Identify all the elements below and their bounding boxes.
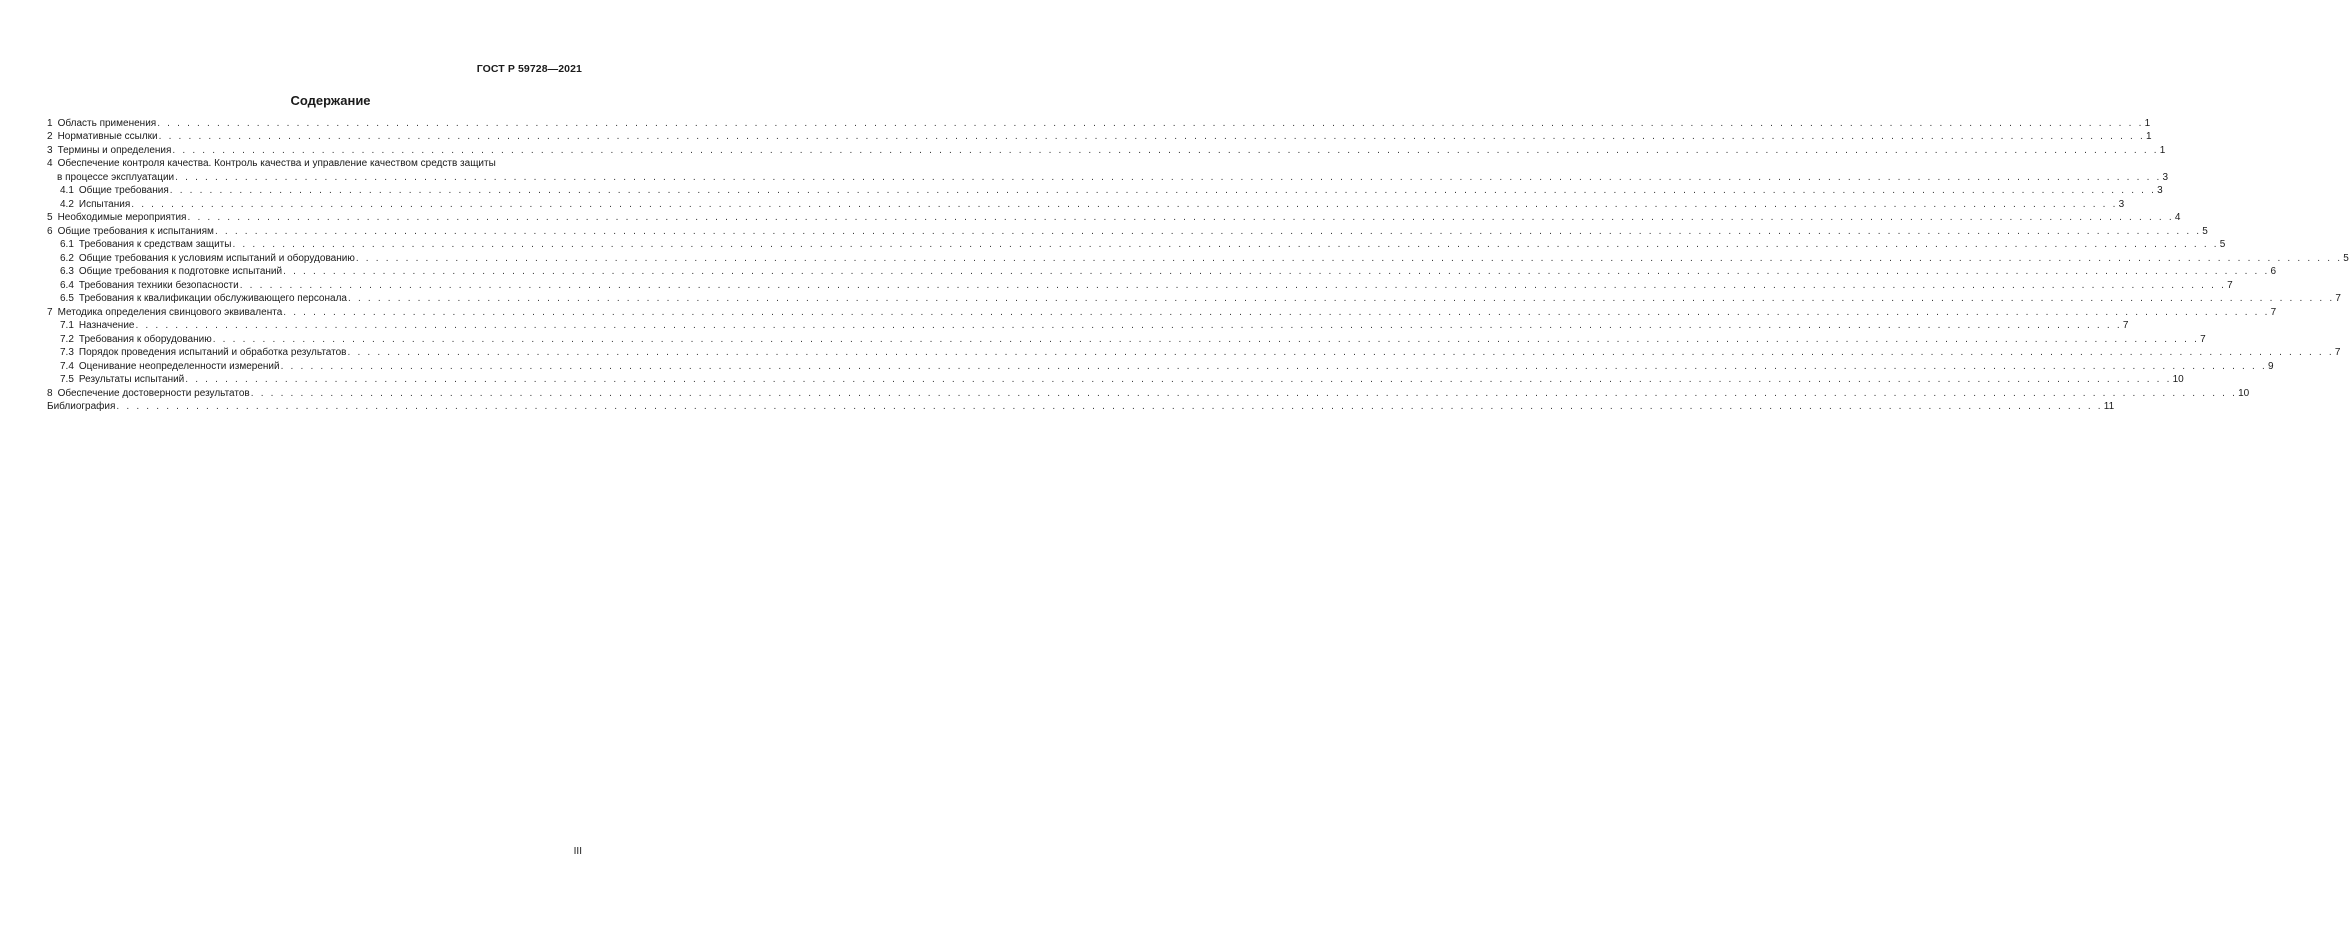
toc-entry-title: Испытания xyxy=(78,198,131,210)
toc-entry[interactable] xyxy=(47,332,2206,346)
toc-dot-leader: . . . . . . . . . . . . . . . . . . . . . . . . . . . . . . . . . . . . . . . . . . . . . . . . . . . . . . . . . . . . . . . . . . . . . . . . . . . . . . . . . . . . . . . . . . . . . . . . . . . . . . . . . . . . . . . . . . . . . . . . . . . . . . . . . . . . . . . . . . . . . . . . . . . . . . . . . . . . . . . . . . . . . . . . . . . . . . . . . . . . . . . . . . . . . . . . . . . . . . . . xyxy=(347,347,2334,358)
toc-entry-page: 5 xyxy=(2219,239,2226,250)
table-of-contents xyxy=(47,116,2349,413)
page-number: III xyxy=(573,846,582,857)
toc-entry-title: Необходимые мероприятия xyxy=(57,212,187,223)
toc-entry-title: Методика определения свинцового эквивалента xyxy=(57,306,283,318)
toc-entry-title: Требования к квалификации обслуживающего персонала xyxy=(78,293,347,304)
toc-entry-page: 6 xyxy=(2270,266,2277,277)
toc-dot-leader: . . . . . . . . . . . . . . . . . . . . . . . . . . . . . . . . . . . . . . . . . . . . . . . . . . . . . . . . . . . . . . . . . . . . . . . . . . . . . . . . . . . . . . . . . . . . . . . . . . . . . . . . . . . . . . . . . . . . . . . . . . . . . . . . . . . . . . . . . . . . . . . . . . . . . . . . . . . . . . . . . . . . . . . . . . . . . . . . . . . . . . . . . . . . . . . . . . . . . . . . xyxy=(175,171,2162,183)
toc-dot-leader: . . . . . . . . . . . . . . . . . . . . . . . . . . . . . . . . . . . . . . . . . . . . . . . . . . . . . . . . . . . . . . . . . . . . . . . . . . . . . . . . . . . . . . . . . . . . . . . . . . . . . . . . . . . . . . . . . . . . . . . . . . . . . . . . . . . . . . . . . . . . . . . . . . . . . . . . . . . . . . . . . . . . . . . . . . . . . . . . . . . . . . . . . . . . . . . . . . . . . . . . xyxy=(239,279,2227,291)
toc-entry-page: 1 xyxy=(2159,144,2166,156)
toc-entry-page: 5 xyxy=(2202,225,2208,237)
toc-entry-number: 7.1 xyxy=(60,320,74,331)
toc-entry[interactable] xyxy=(47,251,2349,265)
toc-dot-leader: . . . . . . . . . . . . . . . . . . . . . . . . . . . . . . . . . . . . . . . . . . . . . . . . . . . . . . . . . . . . . . . . . . . . . . . . . . . . . . . . . . . . . . . . . . . . . . . . . . . . . . . . . . . . . . . . . . . . . . . . . . . . . . . . . . . . . . . . . . . . . . . . . . . . . . . . . . . . . . . . . . . . . . . . . . . . . . . . . . . . . . . . . . . . . . . . . . . . . . . . xyxy=(116,401,2103,412)
toc-entry[interactable] xyxy=(47,265,2277,279)
toc-entry[interactable] xyxy=(47,197,2125,211)
toc-entry[interactable] xyxy=(47,143,2166,157)
toc-entry-page: 1 xyxy=(2146,131,2152,142)
toc-entry[interactable] xyxy=(47,116,2151,130)
toc-dot-leader: . . . . . . . . . . . . . . . . . . . . . . . . . . . . . . . . . . . . . . . . . . . . . . . . . . . . . . . . . . . . . . . . . . . . . . . . . . . . . . . . . . . . . . . . . . . . . . . . . . . . . . . . . . . . . . . . . . . . . . . . . . . . . . . . . . . . . . . . . . . . . . . . . . . . . . . . . . . . . . . . . . . . . . . . . . . . . . . . . . . . . . . . . . . . . . . . . . . . . . . . xyxy=(135,320,2122,331)
toc-entry[interactable] xyxy=(47,359,2274,373)
toc-entry-page: 7 xyxy=(2270,306,2277,318)
toc-entry-number: 6.4 xyxy=(60,279,74,291)
toc-entry[interactable] xyxy=(47,211,2181,225)
standard-code: ГОСТ Р 59728—2021 xyxy=(476,63,582,75)
toc-entry[interactable] xyxy=(47,238,2226,252)
toc-dot-leader: . . . . . . . . . . . . . . . . . . . . . . . . . . . . . . . . . . . . . . . . . . . . . . . . . . . . . . . . . . . . . . . . . . . . . . . . . . . . . . . . . . . . . . . . . . . . . . . . . . . . . . . . . . . . . . . . . . . . . . . . . . . . . . . . . . . . . . . . . . . . . . . . . . . . . . . . . . . . . . . . . . . . . . . . . . . . . . . . . . . . . . . . . . . . . . . . . . . . . . . . xyxy=(212,333,2200,345)
toc-entry-number: 3 xyxy=(47,144,53,156)
toc-entry-title: Требования техники безопасности xyxy=(78,279,239,291)
toc-entry-page: 3 xyxy=(2118,198,2125,210)
toc-entry-number: 4.1 xyxy=(60,185,74,196)
toc-entry-number: 2 xyxy=(47,131,53,142)
toc-entry-number: 7.3 xyxy=(60,347,74,358)
toc-title: Содержание xyxy=(290,93,371,108)
toc-entry-page: 1 xyxy=(2144,117,2151,129)
toc-entry-page: 11 xyxy=(2103,401,2115,412)
toc-entry-title: Общие требования xyxy=(78,185,169,196)
toc-dot-leader: . . . . . . . . . . . . . . . . . . . . . . . . . . . . . . . . . . . . . . . . . . . . . . . . . . . . . . . . . . . . . . . . . . . . . . . . . . . . . . . . . . . . . . . . . . . . . . . . . . . . . . . . . . . . . . . . . . . . . . . . . . . . . . . . . . . . . . . . . . . . . . . . . . . . . . . . . . . . . . . . . . . . . . . . . . . . . . . . . . . . . . . . . . . . . . . . . . . . . . . . xyxy=(158,131,2145,142)
toc-entry[interactable] xyxy=(47,386,2250,400)
toc-entry[interactable] xyxy=(47,184,2163,198)
toc-entry-number: 6.5 xyxy=(60,293,74,304)
toc-entry-page: 3 xyxy=(2157,185,2163,196)
toc-entry-title: Требования к оборудованию xyxy=(78,333,212,345)
toc-entry-number: 4.2 xyxy=(60,198,74,210)
toc-entry-title: Общие требования к испытаниям xyxy=(57,225,214,237)
toc-entry-number: 1 xyxy=(47,117,53,129)
toc-entry-page: 7 xyxy=(2334,347,2341,358)
toc-entry-number: 4 xyxy=(47,158,53,169)
toc-entry[interactable] xyxy=(47,157,584,171)
toc-entry-title: Термины и определения xyxy=(57,144,172,156)
toc-entry-number: 6.2 xyxy=(60,252,74,264)
toc-dot-leader: . . . . . . . . . . . . . . . . . . . . . . . . . . . . . . . . . . . . . . . . . . . . . . . . . . . . . . . . . . . . . . . . . . . . . . . . . . . . . . . . . . . . . . . . . . . . . . . . . . . . . . . . . . . . . . . . . . . . . . . . . . . . . . . . . . . . . . . . . . . . . . . . . . . . . . . . . . . . . . . . . . . . . . . . . . . . . . . . . . . . . . . . . . . . . . . . . . . . . . . . xyxy=(157,117,2144,129)
toc-entry[interactable] xyxy=(47,373,2184,387)
toc-dot-leader: . . . . . . . . . . . . . . . . . . . . . . . . . . . . . . . . . . . . . . . . . . . . . . . . . . . . . . . . . . . . . . . . . . . . . . . . . . . . . . . . . . . . . . . . . . . . . . . . . . . . . . . . . . . . . . . . . . . . . . . . . . . . . . . . . . . . . . . . . . . . . . . . . . . . . . . . . . . . . . . . . . . . . . . . . . . . . . . . . . . . . . . . . . . . . . . . . . . . . . . . xyxy=(250,387,2238,399)
toc-entry-title: Оценивание неопределенности измерений xyxy=(78,360,280,372)
toc-entry-title: Требования к средствам защиты xyxy=(78,239,232,250)
toc-entry-page: 7 xyxy=(2200,333,2206,345)
toc-entry-number: 6.3 xyxy=(60,266,74,277)
toc-entry[interactable] xyxy=(47,292,2341,306)
toc-dot-leader: . . . . . . . . . . . . . . . . . . . . . . . . . . . . . . . . . . . . . . . . . . . . . . . . . . . . . . . . . . . . . . . . . . . . . . . . . . . . . . . . . . . . . . . . . . . . . . . . . . . . . . . . . . . . . . . . . . . . . . . . . . . . . . . . . . . . . . . . . . . . . . . . . . . . . . . . . . . . . . . . . . . . . . . . . . . . . . . . . . . . . . . . . . . . . . . . . . . . . . . . xyxy=(172,144,2159,156)
toc-entry-page: 7 xyxy=(2335,293,2341,304)
toc-entry-page: 10 xyxy=(2238,387,2250,399)
toc-entry[interactable] xyxy=(47,130,2152,144)
toc-entry[interactable] xyxy=(47,400,2115,414)
toc-dot-leader: . . . . . . . . . . . . . . . . . . . . . . . . . . . . . . . . . . . . . . . . . . . . . . . . . . . . . . . . . . . . . . . . . . . . . . . . . . . . . . . . . . . . . . . . . . . . . . . . . . . . . . . . . . . . . . . . . . . . . . . . . . . . . . . . . . . . . . . . . . . . . . . . . . . . . . . . . . . . . . . . . . . . . . . . . . . . . . . . . . . . . . . . . . . . . . . . . . . . . . . . xyxy=(131,198,2118,210)
toc-dot-leader: . . . . . . . . . . . . . . . . . . . . . . . . . . . . . . . . . . . . . . . . . . . . . . . . . . . . . . . . . . . . . . . . . . . . . . . . . . . . . . . . . . . . . . . . . . . . . . . . . . . . . . . . . . . . . . . . . . . . . . . . . . . . . . . . . . . . . . . . . . . . . . . . . . . . . . . . . . . . . . . . . . . . . . . . . . . . . . . . . . . . . . . . . . . . . . . . . . . . . . . . xyxy=(185,374,2172,385)
toc-dot-leader: . . . . . . . . . . . . . . . . . . . . . . . . . . . . . . . . . . . . . . . . . . . . . . . . . . . . . . . . . . . . . . . . . . . . . . . . . . . . . . . . . . . . . . . . . . . . . . . . . . . . . . . . . . . . . . . . . . . . . . . . . . . . . . . . . . . . . . . . . . . . . . . . . . . . . . . . . . . . . . . . . . . . . . . . . . . . . . . . . . . . . . . . . . . . . . . . . . . . . . . . xyxy=(283,306,2270,318)
toc-entry-page: 3 xyxy=(2162,171,2169,183)
toc-entry-page: 7 xyxy=(2227,279,2233,291)
toc-entry-title: Обеспечение контроля качества. Контроль качества и управление качеством средств защиты xyxy=(57,158,496,169)
toc-entry[interactable] xyxy=(47,319,2129,333)
toc-entry[interactable] xyxy=(47,346,2341,360)
toc-entry-number: 7.2 xyxy=(60,333,74,345)
toc-entry-title: Результаты испытаний xyxy=(78,374,185,385)
toc-entry-title: в процессе эксплуатации xyxy=(57,171,175,183)
toc-entry-number: 8 xyxy=(47,387,53,399)
toc-entry-title: Общие требования к условиям испытаний и оборудованию xyxy=(78,252,355,264)
toc-entry-number: 6 xyxy=(47,225,53,237)
toc-entry-number: 5 xyxy=(47,212,53,223)
toc-entry-title: Общие требования к подготовке испытаний xyxy=(78,266,283,277)
toc-entry-title: Нормативные ссылки xyxy=(57,131,158,142)
toc-dot-leader: . . . . . . . . . . . . . . . . . . . . . . . . . . . . . . . . . . . . . . . . . . . . . . . . . . . . . . . . . . . . . . . . . . . . . . . . . . . . . . . . . . . . . . . . . . . . . . . . . . . . . . . . . . . . . . . . . . . . . . . . . . . . . . . . . . . . . . . . . . . . . . . . . . . . . . . . . . . . . . . . . . . . . . . . . . . . . . . . . . . . . . . . . . . . . . . . . . . . . . . . xyxy=(232,239,2219,250)
toc-entry[interactable] xyxy=(47,170,2169,184)
toc-entry-title: Назначение xyxy=(78,320,135,331)
toc-dot-leader: . . . . . . . . . . . . . . . . . . . . . . . . . . . . . . . . . . . . . . . . . . . . . . . . . . . . . . . . . . . . . . . . . . . . . . . . . . . . . . . . . . . . . . . . . . . . . . . . . . . . . . . . . . . . . . . . . . . . . . . . . . . . . . . . . . . . . . . . . . . . . . . . . . . . . . . . . . . . . . . . . . . . . . . . . . . . . . . . . . . . . . . . . . . . . . . . . . . . . . . . xyxy=(347,293,2335,304)
toc-entry[interactable] xyxy=(47,278,2233,292)
toc-entry[interactable] xyxy=(47,224,2208,238)
toc-entry-title: Область применения xyxy=(57,117,157,129)
toc-entry-number: 7.4 xyxy=(60,360,74,372)
toc-entry-page: 10 xyxy=(2172,374,2184,385)
toc-dot-leader: . . . . . . . . . . . . . . . . . . . . . . . . . . . . . . . . . . . . . . . . . . . . . . . . . . . . . . . . . . . . . . . . . . . . . . . . . . . . . . . . . . . . . . . . . . . . . . . . . . . . . . . . . . . . . . . . . . . . . . . . . . . . . . . . . . . . . . . . . . . . . . . . . . . . . . . . . . . . . . . . . . . . . . . . . . . . . . . . . . . . . . . . . . . . . . . . . . . . . . . . xyxy=(283,266,2270,277)
toc-entry-page: 4 xyxy=(2174,212,2181,223)
toc-entry-number: 7 xyxy=(47,306,53,318)
toc-entry-page: 5 xyxy=(2343,252,2349,264)
toc-dot-leader: . . . . . . . . . . . . . . . . . . . . . . . . . . . . . . . . . . . . . . . . . . . . . . . . . . . . . . . . . . . . . . . . . . . . . . . . . . . . . . . . . . . . . . . . . . . . . . . . . . . . . . . . . . . . . . . . . . . . . . . . . . . . . . . . . . . . . . . . . . . . . . . . . . . . . . . . . . . . . . . . . . . . . . . . . . . . . . . . . . . . . . . . . . . . . . . . . . . . . . . . xyxy=(280,360,2267,372)
toc-dot-leader: . . . . . . . . . . . . . . . . . . . . . . . . . . . . . . . . . . . . . . . . . . . . . . . . . . . . . . . . . . . . . . . . . . . . . . . . . . . . . . . . . . . . . . . . . . . . . . . . . . . . . . . . . . . . . . . . . . . . . . . . . . . . . . . . . . . . . . . . . . . . . . . . . . . . . . . . . . . . . . . . . . . . . . . . . . . . . . . . . . . . . . . . . . . . . . . . . . . . . . . . xyxy=(214,225,2202,237)
toc-entry-title: Обеспечение достоверности результатов xyxy=(57,387,250,399)
toc-entry[interactable] xyxy=(47,305,2277,319)
toc-entry-page: 9 xyxy=(2267,360,2274,372)
toc-entry-number: 6.1 xyxy=(60,239,74,250)
toc-entry-title: Порядок проведения испытаний и обработка результатов xyxy=(78,347,347,358)
toc-dot-leader: . . . . . . . . . . . . . . . . . . . . . . . . . . . . . . . . . . . . . . . . . . . . . . . . . . . . . . . . . . . . . . . . . . . . . . . . . . . . . . . . . . . . . . . . . . . . . . . . . . . . . . . . . . . . . . . . . . . . . . . . . . . . . . . . . . . . . . . . . . . . . . . . . . . . . . . . . . . . . . . . . . . . . . . . . . . . . . . . . . . . . . . . . . . . . . . . . . . . . . . . xyxy=(187,212,2174,223)
toc-dot-leader: . . . . . . . . . . . . . . . . . . . . . . . . . . . . . . . . . . . . . . . . . . . . . . . . . . . . . . . . . . . . . . . . . . . . . . . . . . . . . . . . . . . . . . . . . . . . . . . . . . . . . . . . . . . . . . . . . . . . . . . . . . . . . . . . . . . . . . . . . . . . . . . . . . . . . . . . . . . . . . . . . . . . . . . . . . . . . . . . . . . . . . . . . . . . . . . . . . . . . . . . xyxy=(355,252,2343,264)
toc-dot-leader: . . . . . . . . . . . . . . . . . . . . . . . . . . . . . . . . . . . . . . . . . . . . . . . . . . . . . . . . . . . . . . . . . . . . . . . . . . . . . . . . . . . . . . . . . . . . . . . . . . . . . . . . . . . . . . . . . . . . . . . . . . . . . . . . . . . . . . . . . . . . . . . . . . . . . . . . . . . . . . . . . . . . . . . . . . . . . . . . . . . . . . . . . . . . . . . . . . . . . . . . xyxy=(169,185,2157,196)
toc-entry-title: Библиография xyxy=(47,401,116,412)
toc-entry-number: 7.5 xyxy=(60,374,74,385)
toc-entry-page: 7 xyxy=(2122,320,2129,331)
